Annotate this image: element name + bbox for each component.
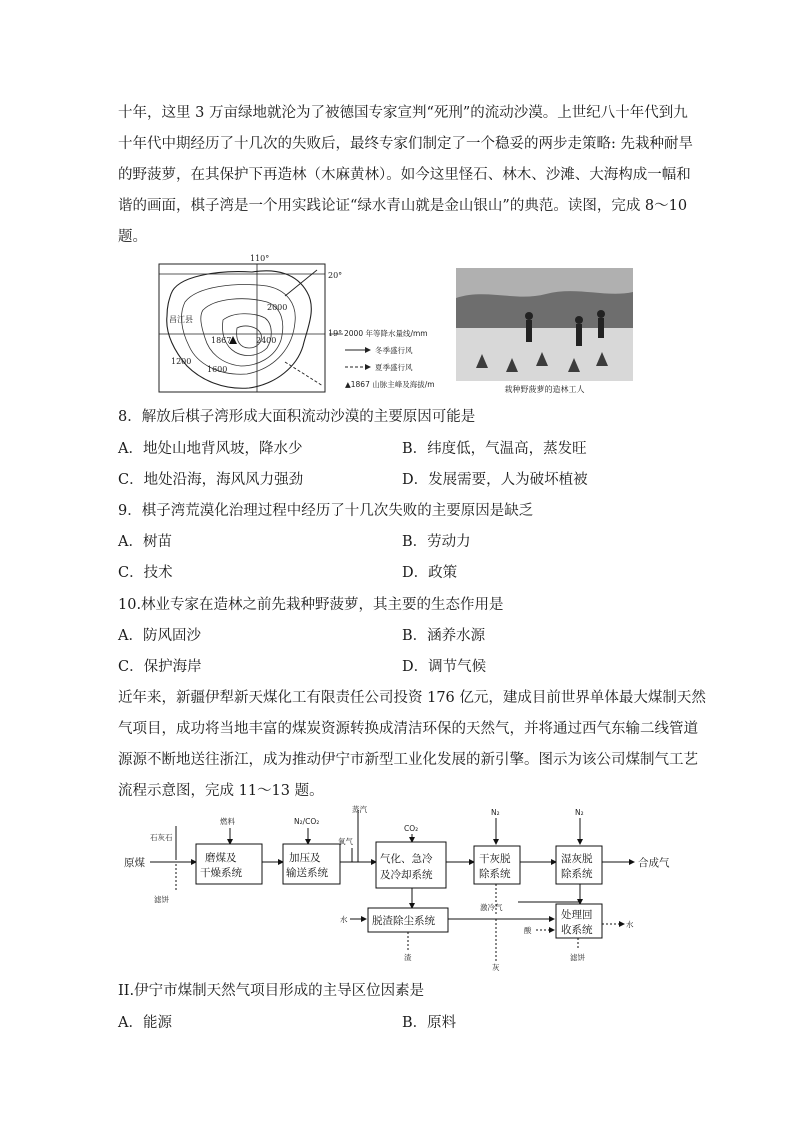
box5-line2: 除系统 [561,868,593,880]
fuel-label: 燃料 [220,817,235,826]
box3-line2: 及冷却系统 [380,869,433,881]
lon-label: 110° [250,254,270,263]
q10-option-d: D．调节气候 [402,659,487,675]
planting-photo [456,268,633,381]
q10-stem: 10.林业专家在造林之前先栽种野菠萝，其主要的生态作用是 [118,597,504,613]
q8-option-a: A．地处山地背风坡，降水少 [118,441,303,457]
q9-option-c: C．技术 [118,565,173,581]
lat20-label: 20° [328,271,343,280]
intro2-line-2: 气项目，成功将当地丰富的煤炭资源转换成清洁环保的天然气，并将通过西气东输二线管道 [118,721,698,737]
acid-label: 酸 [524,926,532,935]
intro-line-5: 题。 [118,229,147,245]
box4-line2: 除系统 [479,868,511,880]
q11-option-a: A．能源 [118,1015,172,1031]
q10-option-b: B．涵养水源 [402,628,486,644]
raw-coal-label: 原煤 [124,857,145,869]
iso-1600: 1600 [207,365,228,374]
peak-label: 1867 [211,336,232,345]
q8-option-d: D．发展需要，人为破坏植被 [402,472,588,488]
q10-option-a: A．防风固沙 [118,628,201,644]
oxygen-label: 氧气 [338,837,353,846]
box3-line1: 气化、急冷 [380,853,433,865]
legend-isohyet: 2000 年等降水量线/mm [344,329,428,338]
island-outline [167,271,312,388]
box2-line1: 加压及 [289,852,321,864]
legend-winter: 冬季盛行风 [375,346,413,355]
box-gasification [376,842,446,888]
iso-2400: 2400 [256,336,277,345]
co2-label: CO₂ [404,824,419,833]
n2co2-label: N₂/CO₂ [294,817,320,826]
box7-line1: 处理回 [561,909,593,921]
q8-option-b: B．纬度低，气温高，蒸发旺 [402,441,587,457]
q8-option-c: C．地处沿海，海风风力强劲 [118,472,304,488]
steam-label: 蒸汽 [352,805,367,814]
q11-stem: II.伊宁市煤制天然气项目形成的主导区位因素是 [118,983,425,999]
q10-option-c: C．保护海岸 [118,659,202,675]
box4-line1: 干灰脱 [479,853,511,865]
water-in-label: 水 [340,915,348,924]
q9-option-d: D．政策 [402,565,458,581]
box2-line2: 输送系统 [286,867,328,879]
limestone-label: 石灰石 [150,833,173,842]
box6-label: 脱渣除尘系统 [372,915,435,927]
intro-line-2: 十年代中期经历了十几次的失败后，最终专家们制定了一个稳妥的两步走策略: 先栽种耐旱 [118,136,693,152]
q9-option-b: B．劳动力 [402,534,471,550]
box5-line1: 湿灰脱 [561,853,593,865]
iso-1200: 1200 [171,357,192,366]
box1-line1: 磨煤及 [205,852,237,864]
precipitation-map [157,254,455,396]
place-label: 昌江县 [169,315,193,324]
q9-option-a: A．树苗 [118,534,172,550]
coal-gas-flow-diagram [118,804,678,972]
slag-label: 渣 [404,953,412,962]
intro2-line-4: 流程示意图，完成 11～13 题。 [118,783,324,799]
legend-peak: ▲1867 山脉主峰及海拔/m [345,380,435,389]
quench-label: 激冷气 [480,903,503,912]
n2-label-a: N₂ [491,808,500,817]
intro2-line-3: 源源不断地送往浙江，成为推动伊宁市新型工业化发展的新引擎。图示为该公司煤制气工艺 [118,752,698,768]
syngas-label: 合成气 [638,857,670,869]
q9-stem: 9．棋子湾荒漠化治理过程中经历了十几次失败的主要原因是缺乏 [118,503,534,519]
filter-cake2-label: 滤饼 [570,953,585,962]
q11-option-b: B．原料 [402,1015,457,1031]
iso-2000: 2000 [267,303,288,312]
intro-line-3: 的野菠萝，在其保护下再造林（木麻黄林）。如今这里怪石、林木、沙滩、大海构成一幅和 [118,167,691,183]
legend-summer: 夏季盛行风 [375,363,413,372]
q8-stem: 8．解放后棋子湾形成大面积流动沙漠的主要原因可能是 [118,409,476,425]
intro-line-1: 十年，这里 3 万亩绿地就沦为了被德国专家宣判“死刑”的流动沙漠。上世纪八十年代到九 [118,105,688,121]
n2-label-b: N₂ [575,808,584,817]
lat19-label: 19° [328,329,343,338]
filter-cake-label: 滤饼 [154,895,169,904]
intro-line-4: 谐的画面，棋子湾是一个用实践论证“绿水青山就是金山银山”的典范。读图，完成 8～10 [118,198,688,214]
photo-caption: 栽种野菠萝的造林工人 [504,385,585,394]
ash-label: 灰 [492,963,500,972]
water-out-label: 水 [626,920,634,929]
box1-line2: 干燥系统 [200,867,242,879]
arrow-icon [365,347,371,353]
intro2-line-1: 近年来，新疆伊犁新天煤化工有限责任公司投资 176 亿元，建成目前世界单体最大煤制天然 [118,690,706,706]
box7-line2: 收系统 [561,924,593,936]
arrow-icon [365,364,371,370]
